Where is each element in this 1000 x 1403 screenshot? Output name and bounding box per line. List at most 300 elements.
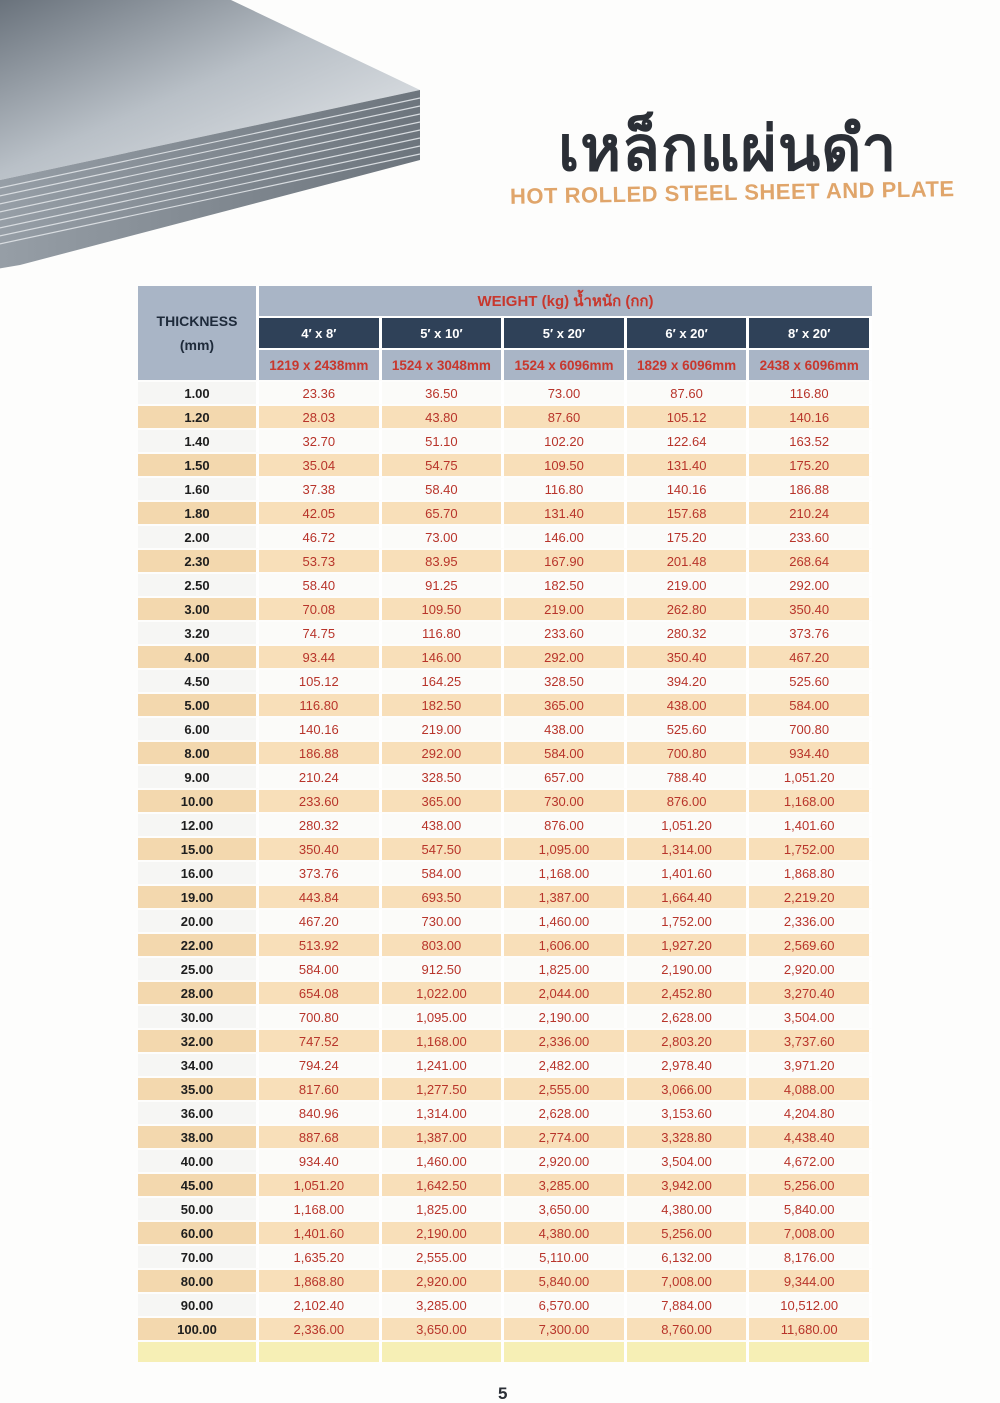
weight-cell: 438.00 (627, 692, 750, 716)
weight-cell: 87.60 (504, 404, 627, 428)
table-row (138, 524, 872, 548)
weight-cell: 116.80 (504, 476, 627, 500)
weight-cell: 233.60 (259, 788, 382, 812)
weight-cell: 4,672.00 (749, 1148, 872, 1172)
weight-cell: 5,256.00 (749, 1172, 872, 1196)
weight-cell: 116.80 (382, 620, 505, 644)
weight-cell: 2,336.00 (749, 908, 872, 932)
weight-cell: 2,482.00 (504, 1052, 627, 1076)
weight-cell: 3,285.00 (382, 1292, 505, 1316)
weight-cell: 3,270.40 (749, 980, 872, 1004)
weight-cell: 3,504.00 (749, 1004, 872, 1028)
weight-cell: 467.20 (749, 644, 872, 668)
weight-cell: 373.76 (259, 860, 382, 884)
weight-cell: 186.88 (259, 740, 382, 764)
weight-cell: 35.04 (259, 452, 382, 476)
weight-cell: 2,569.60 (749, 932, 872, 956)
weight-cell: 584.00 (749, 692, 872, 716)
table-row (138, 668, 872, 692)
table-row (138, 764, 872, 788)
thickness-cell: 1.80 (138, 500, 259, 524)
weight-cell: 83.95 (382, 548, 505, 572)
weight-cell: 3,066.00 (627, 1076, 750, 1100)
thickness-cell: 34.00 (138, 1052, 259, 1076)
weight-cell: 365.00 (382, 788, 505, 812)
weight-cell: 1,168.00 (382, 1028, 505, 1052)
weight-cell: 2,774.00 (504, 1124, 627, 1148)
weight-cell: 1,635.20 (259, 1244, 382, 1268)
table-row (138, 452, 872, 476)
thickness-cell: 2.50 (138, 572, 259, 596)
weight-cell: 1,825.00 (382, 1196, 505, 1220)
table-row (138, 1244, 872, 1268)
weight-cell: 1,095.00 (504, 836, 627, 860)
table-row (138, 596, 872, 620)
weight-cell: 58.40 (259, 572, 382, 596)
weight-cell: 2,803.20 (627, 1028, 750, 1052)
size-mm-header: 2438 x 6096mm (749, 348, 872, 380)
weight-cell: 788.40 (627, 764, 750, 788)
weight-cell: 74.75 (259, 620, 382, 644)
table-row (138, 884, 872, 908)
weight-cell: 163.52 (749, 428, 872, 452)
table-row (138, 692, 872, 716)
weight-cell: 5,840.00 (749, 1196, 872, 1220)
thickness-cell: 80.00 (138, 1268, 259, 1292)
weight-cell: 693.50 (382, 884, 505, 908)
weight-cell: 43.80 (382, 404, 505, 428)
weight-cell: 186.88 (749, 476, 872, 500)
weight-cell: 23.36 (259, 380, 382, 404)
weight-cell: 1,277.50 (382, 1076, 505, 1100)
weight-cell: 292.00 (504, 644, 627, 668)
thickness-cell: 5.00 (138, 692, 259, 716)
weight-cell: 32.70 (259, 428, 382, 452)
weight-cell: 3,153.60 (627, 1100, 750, 1124)
weight-cell: 1,752.00 (627, 908, 750, 932)
thickness-cell: 15.00 (138, 836, 259, 860)
weight-cell: 3,971.20 (749, 1052, 872, 1076)
weight-cell: 51.10 (382, 428, 505, 452)
weight-cell: 1,927.20 (627, 932, 750, 956)
table-row (138, 980, 872, 1004)
table-row (138, 1076, 872, 1100)
weight-cell: 513.92 (259, 932, 382, 956)
weight-cell: 1,051.20 (259, 1172, 382, 1196)
weight-cell: 1,168.00 (504, 860, 627, 884)
weight-cell: 654.08 (259, 980, 382, 1004)
weight-cell: 2,102.40 (259, 1292, 382, 1316)
table-row (138, 380, 872, 404)
thickness-cell: 10.00 (138, 788, 259, 812)
weight-cell: 9,344.00 (749, 1268, 872, 1292)
thickness-cell: 2.00 (138, 524, 259, 548)
weight-cell: 1,752.00 (749, 836, 872, 860)
weight-cell: 11,680.00 (749, 1316, 872, 1340)
weight-cell: 280.32 (259, 812, 382, 836)
weight-cell: 65.70 (382, 500, 505, 524)
weight-cell: 2,190.00 (382, 1220, 505, 1244)
table-row (138, 1004, 872, 1028)
weight-cell: 443.84 (259, 884, 382, 908)
weight-cell: 328.50 (382, 764, 505, 788)
thickness-cell: 8.00 (138, 740, 259, 764)
weight-cell: 876.00 (627, 788, 750, 812)
weight-cell: 109.50 (504, 452, 627, 476)
weight-cell: 201.48 (627, 548, 750, 572)
thickness-cell: 30.00 (138, 1004, 259, 1028)
blank-cell (627, 1340, 750, 1362)
thickness-cell: 28.00 (138, 980, 259, 1004)
weight-cell: 219.00 (504, 596, 627, 620)
weight-cell: 219.00 (627, 572, 750, 596)
weight-cell: 262.80 (627, 596, 750, 620)
thickness-cell: 6.00 (138, 716, 259, 740)
thickness-cell: 38.00 (138, 1124, 259, 1148)
title-thai: เหล็กแผ่นดำ (558, 112, 898, 185)
weight-cell: 7,008.00 (627, 1268, 750, 1292)
table-row (138, 620, 872, 644)
size-header: 8′ x 20′ (749, 316, 872, 348)
table-row (138, 788, 872, 812)
thickness-unit: (mm) (179, 337, 215, 353)
weight-cell: 1,606.00 (504, 932, 627, 956)
blank-cell (749, 1340, 872, 1362)
weight-cell: 934.40 (749, 740, 872, 764)
weight-cell: 105.12 (627, 404, 750, 428)
weight-cell: 2,628.00 (627, 1004, 750, 1028)
thickness-cell: 50.00 (138, 1196, 259, 1220)
weight-cell: 4,380.00 (504, 1220, 627, 1244)
weight-cell: 1,460.00 (504, 908, 627, 932)
weight-cell: 54.75 (382, 452, 505, 476)
weight-cell: 7,300.00 (504, 1316, 627, 1340)
table-row (138, 1172, 872, 1196)
title-english: HOT ROLLED STEEL SHEET AND PLATE (509, 176, 955, 209)
weight-cell: 140.16 (627, 476, 750, 500)
weight-cell: 2,555.00 (382, 1244, 505, 1268)
weight-cell: 157.68 (627, 500, 750, 524)
weight-cell: 1,825.00 (504, 956, 627, 980)
size-header: 5′ x 20′ (504, 316, 627, 348)
table-row (138, 644, 872, 668)
weight-cell: 584.00 (504, 740, 627, 764)
table-row (138, 1052, 872, 1076)
weight-cell: 3,328.80 (627, 1124, 750, 1148)
weight-cell: 73.00 (382, 524, 505, 548)
blank-row (138, 1340, 872, 1362)
weight-cell: 365.00 (504, 692, 627, 716)
weight-cell: 730.00 (504, 788, 627, 812)
weight-cell: 700.80 (259, 1004, 382, 1028)
weight-cell: 167.90 (504, 548, 627, 572)
weight-cell: 3,504.00 (627, 1148, 750, 1172)
weight-cell: 233.60 (504, 620, 627, 644)
weight-cell: 4,380.00 (627, 1196, 750, 1220)
weight-cell: 182.50 (382, 692, 505, 716)
weight-cell: 2,920.00 (382, 1268, 505, 1292)
thickness-cell: 1.60 (138, 476, 259, 500)
weight-cell: 102.20 (504, 428, 627, 452)
thickness-cell: 45.00 (138, 1172, 259, 1196)
table-row (138, 932, 872, 956)
thickness-label: THICKNESS (156, 313, 238, 329)
weight-cell: 1,401.60 (627, 860, 750, 884)
weight-cell: 1,387.00 (504, 884, 627, 908)
weight-cell: 219.00 (382, 716, 505, 740)
size-mm-header: 1829 x 6096mm (627, 348, 750, 380)
weight-cell: 105.12 (259, 668, 382, 692)
weight-cell: 146.00 (504, 524, 627, 548)
weight-cell: 28.03 (259, 404, 382, 428)
weight-cell: 2,190.00 (504, 1004, 627, 1028)
weight-cell: 233.60 (749, 524, 872, 548)
weight-cell: 210.24 (749, 500, 872, 524)
weight-cell: 1,401.60 (749, 812, 872, 836)
table-row (138, 740, 872, 764)
thickness-cell: 25.00 (138, 956, 259, 980)
weight-cell: 1,168.00 (749, 788, 872, 812)
weight-cell: 2,219.20 (749, 884, 872, 908)
weight-cell: 58.40 (382, 476, 505, 500)
weight-cell: 584.00 (259, 956, 382, 980)
weight-cell: 109.50 (382, 596, 505, 620)
weight-cell: 876.00 (504, 812, 627, 836)
weight-cell: 3,650.00 (504, 1196, 627, 1220)
weight-cell: 1,314.00 (627, 836, 750, 860)
weight-cell: 73.00 (504, 380, 627, 404)
weight-cell: 3,942.00 (627, 1172, 750, 1196)
weight-cell: 394.20 (627, 668, 750, 692)
weight-cell: 268.64 (749, 548, 872, 572)
weight-cell: 3,650.00 (382, 1316, 505, 1340)
blank-cell (259, 1340, 382, 1362)
weight-cell: 175.20 (749, 452, 872, 476)
weight-cell: 87.60 (627, 380, 750, 404)
thickness-cell: 1.50 (138, 452, 259, 476)
weight-cell: 116.80 (259, 692, 382, 716)
weight-cell: 70.08 (259, 596, 382, 620)
weight-cell: 1,868.80 (259, 1268, 382, 1292)
weight-cell: 1,460.00 (382, 1148, 505, 1172)
thickness-cell: 35.00 (138, 1076, 259, 1100)
weight-cell: 328.50 (504, 668, 627, 692)
thickness-cell: 90.00 (138, 1292, 259, 1316)
size-header: 6′ x 20′ (627, 316, 750, 348)
thickness-cell: 1.40 (138, 428, 259, 452)
weight-cell: 5,840.00 (504, 1268, 627, 1292)
weight-cell: 584.00 (382, 860, 505, 884)
table-row (138, 1292, 872, 1316)
weight-header: WEIGHT (kg) น้ำหนัก (กก) (259, 286, 872, 316)
weight-cell: 7,884.00 (627, 1292, 750, 1316)
weight-cell: 140.16 (749, 404, 872, 428)
weight-cell: 6,570.00 (504, 1292, 627, 1316)
weight-cell: 912.50 (382, 956, 505, 980)
weight-cell: 2,190.00 (627, 956, 750, 980)
weight-cell: 7,008.00 (749, 1220, 872, 1244)
table-row (138, 1028, 872, 1052)
table-row (138, 1316, 872, 1340)
weight-cell: 373.76 (749, 620, 872, 644)
blank-cell (138, 1340, 259, 1362)
weight-cell: 1,241.00 (382, 1052, 505, 1076)
weight-cell: 42.05 (259, 500, 382, 524)
weight-cell: 91.25 (382, 572, 505, 596)
weight-cell: 657.00 (504, 764, 627, 788)
weight-cell: 8,176.00 (749, 1244, 872, 1268)
weight-cell: 438.00 (382, 812, 505, 836)
weight-cell: 840.96 (259, 1100, 382, 1124)
weight-cell: 4,204.80 (749, 1100, 872, 1124)
steel-sheet-stack-image (0, 0, 430, 270)
thickness-cell: 9.00 (138, 764, 259, 788)
weight-cell: 350.40 (749, 596, 872, 620)
weight-cell: 2,044.00 (504, 980, 627, 1004)
weight-cell: 5,110.00 (504, 1244, 627, 1268)
weight-cell: 2,978.40 (627, 1052, 750, 1076)
thickness-cell: 22.00 (138, 932, 259, 956)
weight-cell: 700.80 (627, 740, 750, 764)
table-row (138, 908, 872, 932)
weight-cell: 37.38 (259, 476, 382, 500)
thickness-cell: 32.00 (138, 1028, 259, 1052)
size-mm-header: 1524 x 6096mm (504, 348, 627, 380)
thickness-cell: 3.20 (138, 620, 259, 644)
weight-cell: 4,088.00 (749, 1076, 872, 1100)
weight-cell: 8,760.00 (627, 1316, 750, 1340)
table-row (138, 860, 872, 884)
weight-cell: 4,438.40 (749, 1124, 872, 1148)
weight-cell: 116.80 (749, 380, 872, 404)
size-mm-header: 1524 x 3048mm (382, 348, 505, 380)
thickness-header (138, 286, 259, 380)
weight-cell: 1,051.20 (749, 764, 872, 788)
weight-cell: 467.20 (259, 908, 382, 932)
table-row (138, 1100, 872, 1124)
thickness-cell: 16.00 (138, 860, 259, 884)
size-header: 4′ x 8′ (259, 316, 382, 348)
weight-cell: 2,920.00 (504, 1148, 627, 1172)
blank-cell (382, 1340, 505, 1362)
weight-cell: 1,095.00 (382, 1004, 505, 1028)
weight-cell: 1,168.00 (259, 1196, 382, 1220)
weight-cell: 1,387.00 (382, 1124, 505, 1148)
weight-cell: 2,920.00 (749, 956, 872, 980)
weight-cell: 525.60 (627, 716, 750, 740)
thickness-cell: 40.00 (138, 1148, 259, 1172)
table-row (138, 548, 872, 572)
thickness-cell: 4.50 (138, 668, 259, 692)
size-mm-header: 1219 x 2438mm (259, 348, 382, 380)
weight-cell: 1,314.00 (382, 1100, 505, 1124)
weight-cell: 164.25 (382, 668, 505, 692)
weight-cell: 547.50 (382, 836, 505, 860)
weight-cell: 1,664.40 (627, 884, 750, 908)
weight-cell: 292.00 (749, 572, 872, 596)
weight-cell: 747.52 (259, 1028, 382, 1052)
weight-cell: 350.40 (627, 644, 750, 668)
weight-cell: 5,256.00 (627, 1220, 750, 1244)
table-row (138, 836, 872, 860)
thickness-cell: 12.00 (138, 812, 259, 836)
table-row (138, 476, 872, 500)
weight-cell: 280.32 (627, 620, 750, 644)
weight-cell: 730.00 (382, 908, 505, 932)
weight-cell: 1,868.80 (749, 860, 872, 884)
weight-cell: 1,051.20 (627, 812, 750, 836)
weight-cell: 175.20 (627, 524, 750, 548)
weight-cell: 131.40 (504, 500, 627, 524)
weight-cell: 700.80 (749, 716, 872, 740)
thickness-cell: 4.00 (138, 644, 259, 668)
table-row (138, 1220, 872, 1244)
weight-cell: 1,022.00 (382, 980, 505, 1004)
weight-cell: 887.68 (259, 1124, 382, 1148)
blank-cell (504, 1340, 627, 1362)
table-row (138, 716, 872, 740)
thickness-cell: 100.00 (138, 1316, 259, 1340)
table-row (138, 1268, 872, 1292)
table-row (138, 1148, 872, 1172)
weight-cell: 1,401.60 (259, 1220, 382, 1244)
table-row (138, 428, 872, 452)
weight-cell: 817.60 (259, 1076, 382, 1100)
thickness-cell: 1.20 (138, 404, 259, 428)
weight-cell: 934.40 (259, 1148, 382, 1172)
weight-cell: 53.73 (259, 548, 382, 572)
size-header: 5′ x 10′ (382, 316, 505, 348)
weight-cell: 2,628.00 (504, 1100, 627, 1124)
weight-table (138, 286, 872, 1362)
thickness-cell: 3.00 (138, 596, 259, 620)
thickness-cell: 1.00 (138, 380, 259, 404)
table-row (138, 572, 872, 596)
weight-cell: 122.64 (627, 428, 750, 452)
thickness-cell: 19.00 (138, 884, 259, 908)
weight-cell: 6,132.00 (627, 1244, 750, 1268)
weight-cell: 210.24 (259, 764, 382, 788)
weight-cell: 803.00 (382, 932, 505, 956)
table-row (138, 1196, 872, 1220)
page-number: 5 (498, 1384, 508, 1403)
table-row (138, 500, 872, 524)
weight-cell: 2,336.00 (504, 1028, 627, 1052)
weight-cell: 140.16 (259, 716, 382, 740)
weight-cell: 146.00 (382, 644, 505, 668)
thickness-cell: 60.00 (138, 1220, 259, 1244)
weight-cell: 1,642.50 (382, 1172, 505, 1196)
weight-cell: 3,737.60 (749, 1028, 872, 1052)
weight-cell: 794.24 (259, 1052, 382, 1076)
weight-cell: 438.00 (504, 716, 627, 740)
table-row (138, 956, 872, 980)
table-row (138, 812, 872, 836)
weight-cell: 2,336.00 (259, 1316, 382, 1340)
weight-cell: 182.50 (504, 572, 627, 596)
weight-cell: 46.72 (259, 524, 382, 548)
weight-cell: 292.00 (382, 740, 505, 764)
thickness-cell: 20.00 (138, 908, 259, 932)
weight-cell: 525.60 (749, 668, 872, 692)
weight-cell: 36.50 (382, 380, 505, 404)
weight-cell: 2,452.80 (627, 980, 750, 1004)
thickness-cell: 2.30 (138, 548, 259, 572)
table-row (138, 404, 872, 428)
weight-cell: 2,555.00 (504, 1076, 627, 1100)
thickness-cell: 70.00 (138, 1244, 259, 1268)
weight-cell: 131.40 (627, 452, 750, 476)
